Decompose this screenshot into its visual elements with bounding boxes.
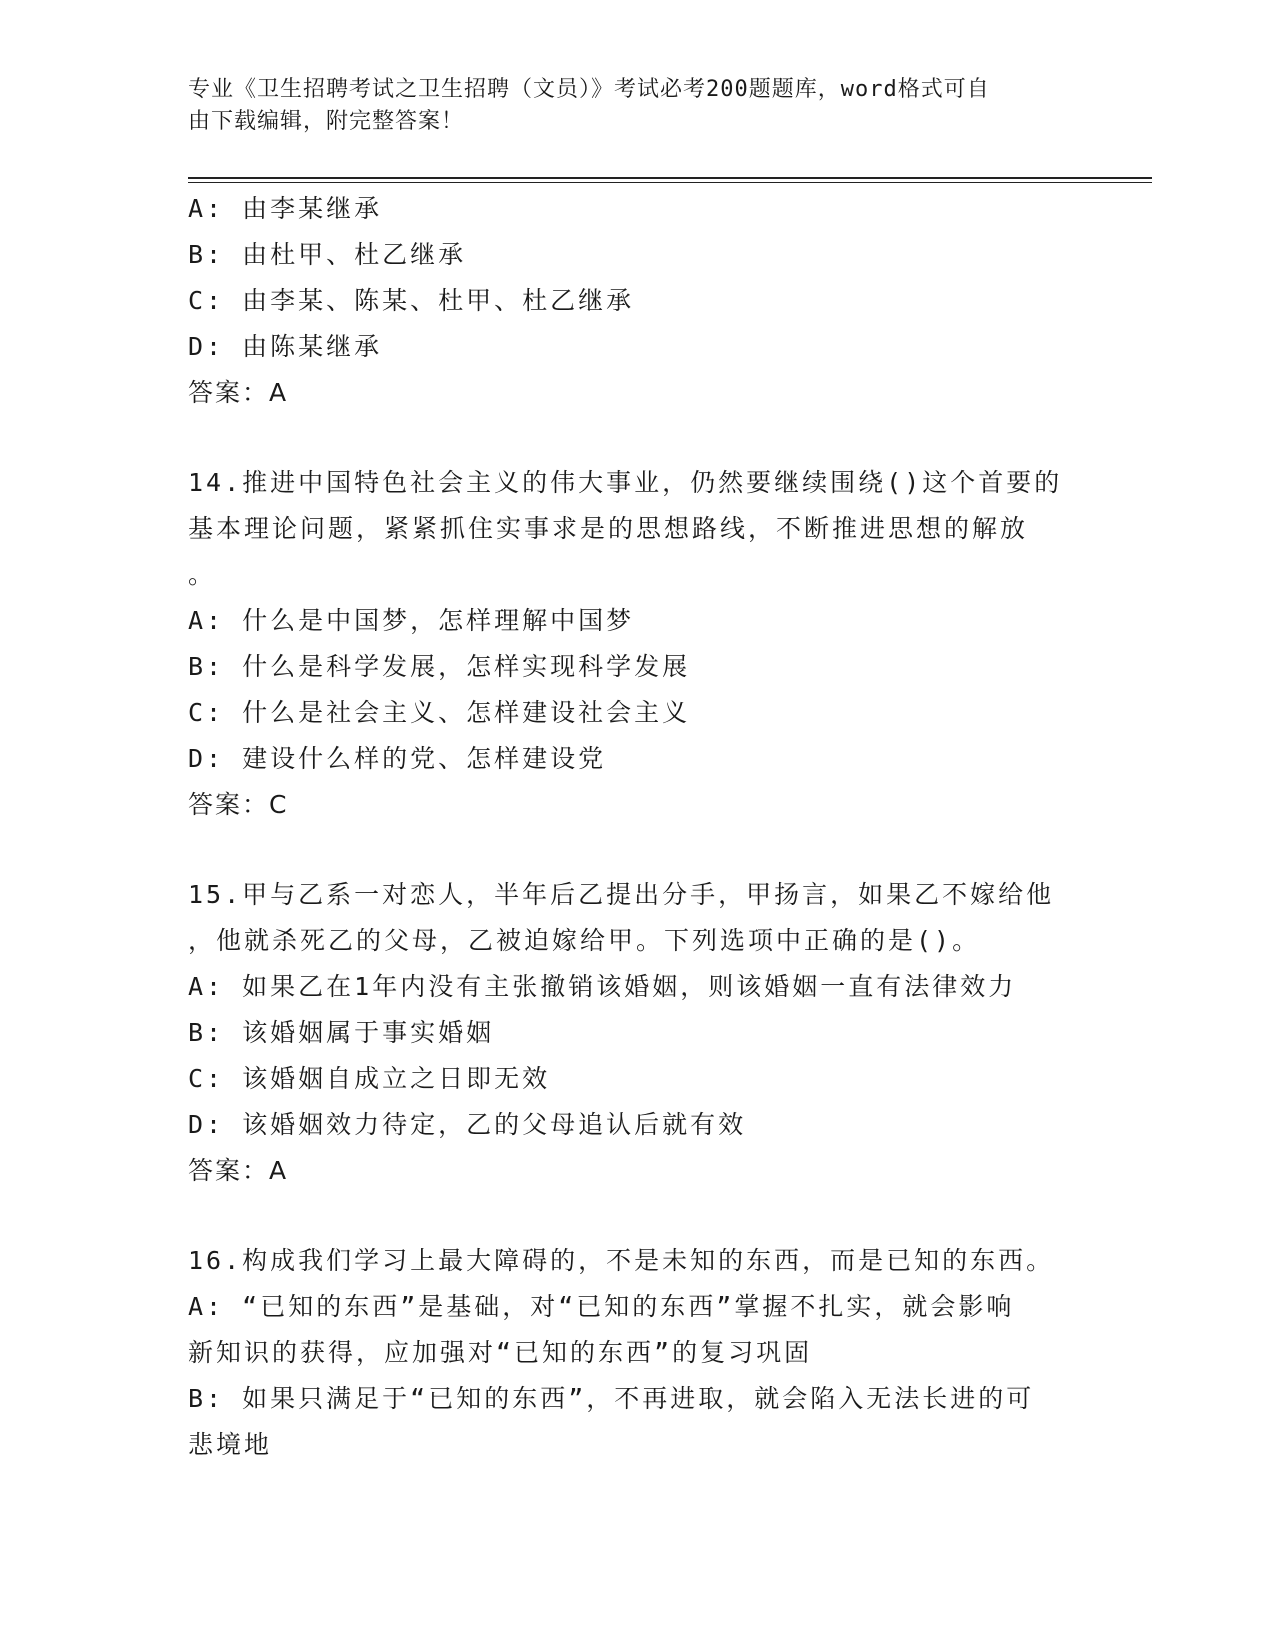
spacer <box>188 828 1078 872</box>
option-c: C: 该婚姻自成立之日即无效 <box>188 1064 551 1093</box>
question-14 <box>188 460 1078 828</box>
spacer <box>188 416 1078 460</box>
spacer <box>188 1194 1078 1238</box>
option-c: C: 由李某、陈某、杜甲、杜乙继承 <box>188 286 635 315</box>
option-a: A: 什么是中国梦，怎样理解中国梦 <box>188 606 635 635</box>
question-stem-line: 16.构成我们学习上最大障碍的，不是未知的东西，而是已知的东西。 <box>188 1246 1055 1275</box>
option-a: A: 由李某继承 <box>188 194 383 223</box>
question-stem-line: 15.甲与乙系一对恋人，半年后乙提出分手，甲扬言，如果乙不嫁给他 <box>188 880 1055 909</box>
option-a: A: “已知的东西”是基础，对“已知的东西”掌握不扎实，就会影响 <box>188 1292 1015 1321</box>
question-stem-line: 基本理论问题，紧紧抓住实事求是的思想路线，不断推进思想的解放 <box>188 514 1029 543</box>
option-a: A: 如果乙在1年内没有主张撤销该婚姻，则该婚姻一直有法律效力 <box>188 972 1017 1001</box>
option-b: B: 什么是科学发展，怎样实现科学发展 <box>188 652 691 681</box>
question-16 <box>188 1238 1078 1468</box>
option-b: B: 由杜甲、杜乙继承 <box>188 240 467 269</box>
header-rule <box>188 177 1152 183</box>
option-a-continued: 新知识的获得，应加强对“已知的东西”的复习巩固 <box>188 1338 813 1367</box>
option-c: C: 什么是社会主义、怎样建设社会主义 <box>188 698 691 727</box>
document-header <box>188 74 1068 138</box>
question-stem-line: 。 <box>188 560 217 589</box>
option-d: D: 建设什么样的党、怎样建设党 <box>188 744 607 773</box>
answer: 答案：C <box>188 790 289 819</box>
question-stem-line: 14.推进中国特色社会主义的伟大事业，仍然要继续围绕()这个首要的 <box>188 468 1063 497</box>
option-b-continued: 悲境地 <box>188 1430 273 1459</box>
question-15 <box>188 872 1078 1194</box>
header-line-1: 专业《卫生招聘考试之卫生招聘（文员）》考试必考200题题库，word格式可自 <box>188 77 990 102</box>
answer: 答案：A <box>188 1156 289 1185</box>
header-line-2: 由下载编辑，附完整答案！ <box>188 109 465 134</box>
option-b: B: 该婚姻属于事实婚姻 <box>188 1018 495 1047</box>
question-13 <box>188 186 1078 416</box>
option-d: D: 该婚姻效力待定，乙的父母追认后就有效 <box>188 1110 747 1139</box>
answer: 答案：A <box>188 378 289 407</box>
option-b: B: 如果只满足于“已知的东西”，不再进取，就会陷入无法长进的可 <box>188 1384 1035 1413</box>
question-stem-line: ，他就杀死乙的父母，乙被迫嫁给甲。下列选项中正确的是()。 <box>188 926 981 955</box>
option-d: D: 由陈某继承 <box>188 332 383 361</box>
question-content <box>188 186 1078 1468</box>
